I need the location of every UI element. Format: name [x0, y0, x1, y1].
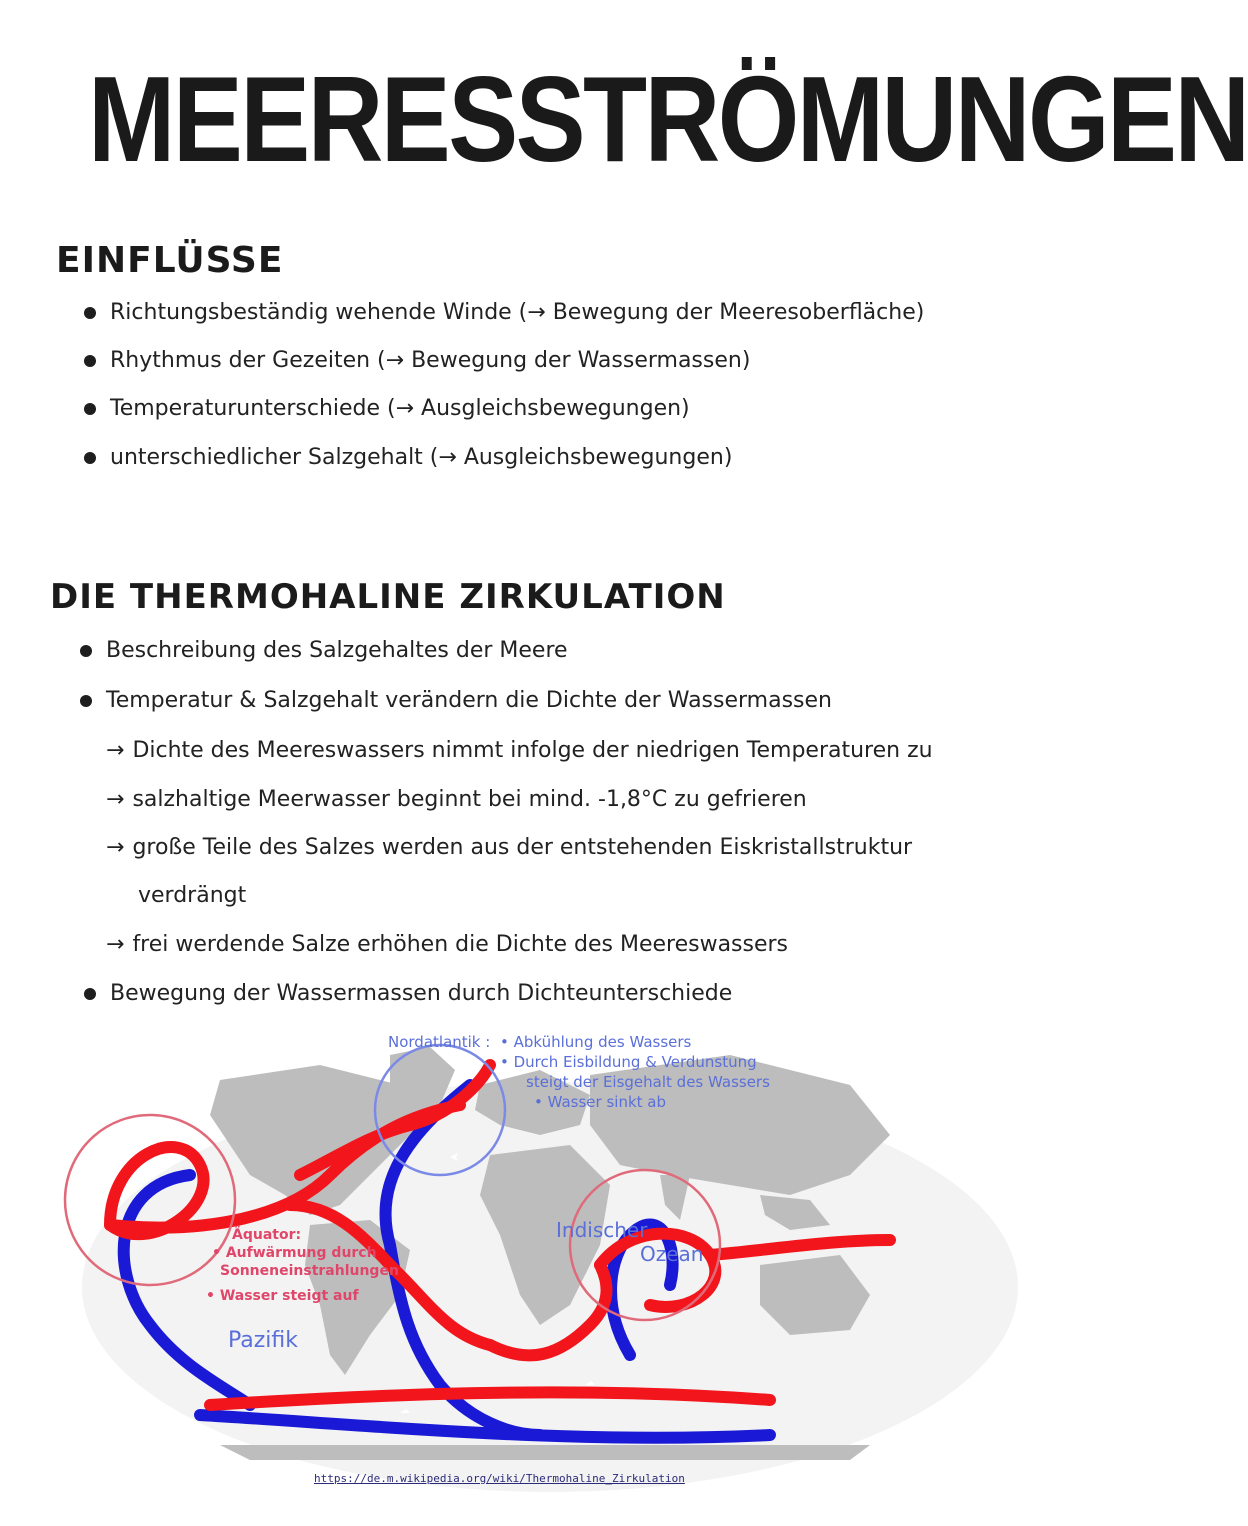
- bullet-icon: [84, 988, 96, 1000]
- arrow-right-icon: →: [106, 835, 125, 860]
- thermohaline-circulation-map: [70, 1025, 1030, 1465]
- aequator-label: Äquator:: [232, 1227, 302, 1243]
- sub-item: → Dichte des Meereswassers nimmt infolge der niedrigen Temperaturen zu: [106, 738, 933, 763]
- einfluesse-heading: EINFLÜSSE: [56, 240, 284, 281]
- nordatlantik-line: • Abkühlung des Wassers: [500, 1033, 692, 1051]
- sub-item: → große Teile des Salzes werden aus der entstehenden Eiskristallstruktur: [106, 835, 913, 860]
- sub-item-continued: verdrängt: [138, 883, 247, 908]
- sub-item: → salzhaltige Meerwasser beginnt bei mind. -1,8°C zu gefrieren: [106, 787, 807, 812]
- nordatlantik-line: steigt der Eisgehalt des Wassers: [526, 1073, 770, 1091]
- indischer-ozean-label: Ozean: [640, 1242, 704, 1266]
- arrow-right-icon: →: [106, 932, 125, 957]
- bullet-icon: [84, 307, 96, 319]
- arrow-right-icon: →: [106, 787, 125, 812]
- nordatlantik-line: • Durch Eisbildung & Verdunstung: [500, 1053, 757, 1071]
- bullet-icon: [84, 452, 96, 464]
- bullet-icon: [80, 645, 92, 657]
- list-item: Rhythmus der Gezeiten (→ Bewegung der Wassermassen): [84, 350, 750, 372]
- zirkulation-heading: DIE THERMOHALINE ZIRKULATION: [50, 577, 726, 617]
- list-item: Temperaturunterschiede (→ Ausgleichsbewegungen): [84, 398, 690, 420]
- antarctica: [220, 1445, 870, 1460]
- bullet-icon: [84, 355, 96, 367]
- page-title: MEERESSTRÖMUNGEN: [88, 51, 1248, 187]
- aequator-line: • Aufwärmung durch: [212, 1245, 377, 1261]
- nordatlantik-label: Nordatlantik :: [388, 1033, 491, 1051]
- aequator-line: • Wasser steigt auf: [206, 1288, 359, 1304]
- list-item: Bewegung der Wassermassen durch Dichteunterschiede: [84, 983, 732, 1005]
- list-item: Richtungsbeständig wehende Winde (→ Bewegung der Meeresoberfläche): [84, 302, 924, 324]
- sub-item: → frei werdende Salze erhöhen die Dichte des Meereswassers: [106, 932, 789, 957]
- bullet-icon: [84, 403, 96, 415]
- nordatlantik-line: • Wasser sinkt ab: [534, 1093, 667, 1111]
- arrow-right-icon: →: [106, 738, 125, 763]
- bullet-icon: [80, 695, 92, 707]
- list-item: Temperatur & Salzgehalt verändern die Dichte der Wassermassen: [80, 690, 832, 712]
- pazifik-label: Pazifik: [228, 1328, 299, 1353]
- list-item: Beschreibung des Salzgehaltes der Meere: [80, 640, 568, 662]
- aequator-line: Sonneneinstrahlungen: [220, 1263, 399, 1279]
- indischer-ozean-label: Indischer: [556, 1218, 648, 1242]
- source-link[interactable]: https://de.m.wikipedia.org/wiki/Thermohaline_Zirkulation: [314, 1472, 685, 1485]
- list-item: unterschiedlicher Salzgehalt (→ Ausgleichsbewegungen): [84, 447, 732, 469]
